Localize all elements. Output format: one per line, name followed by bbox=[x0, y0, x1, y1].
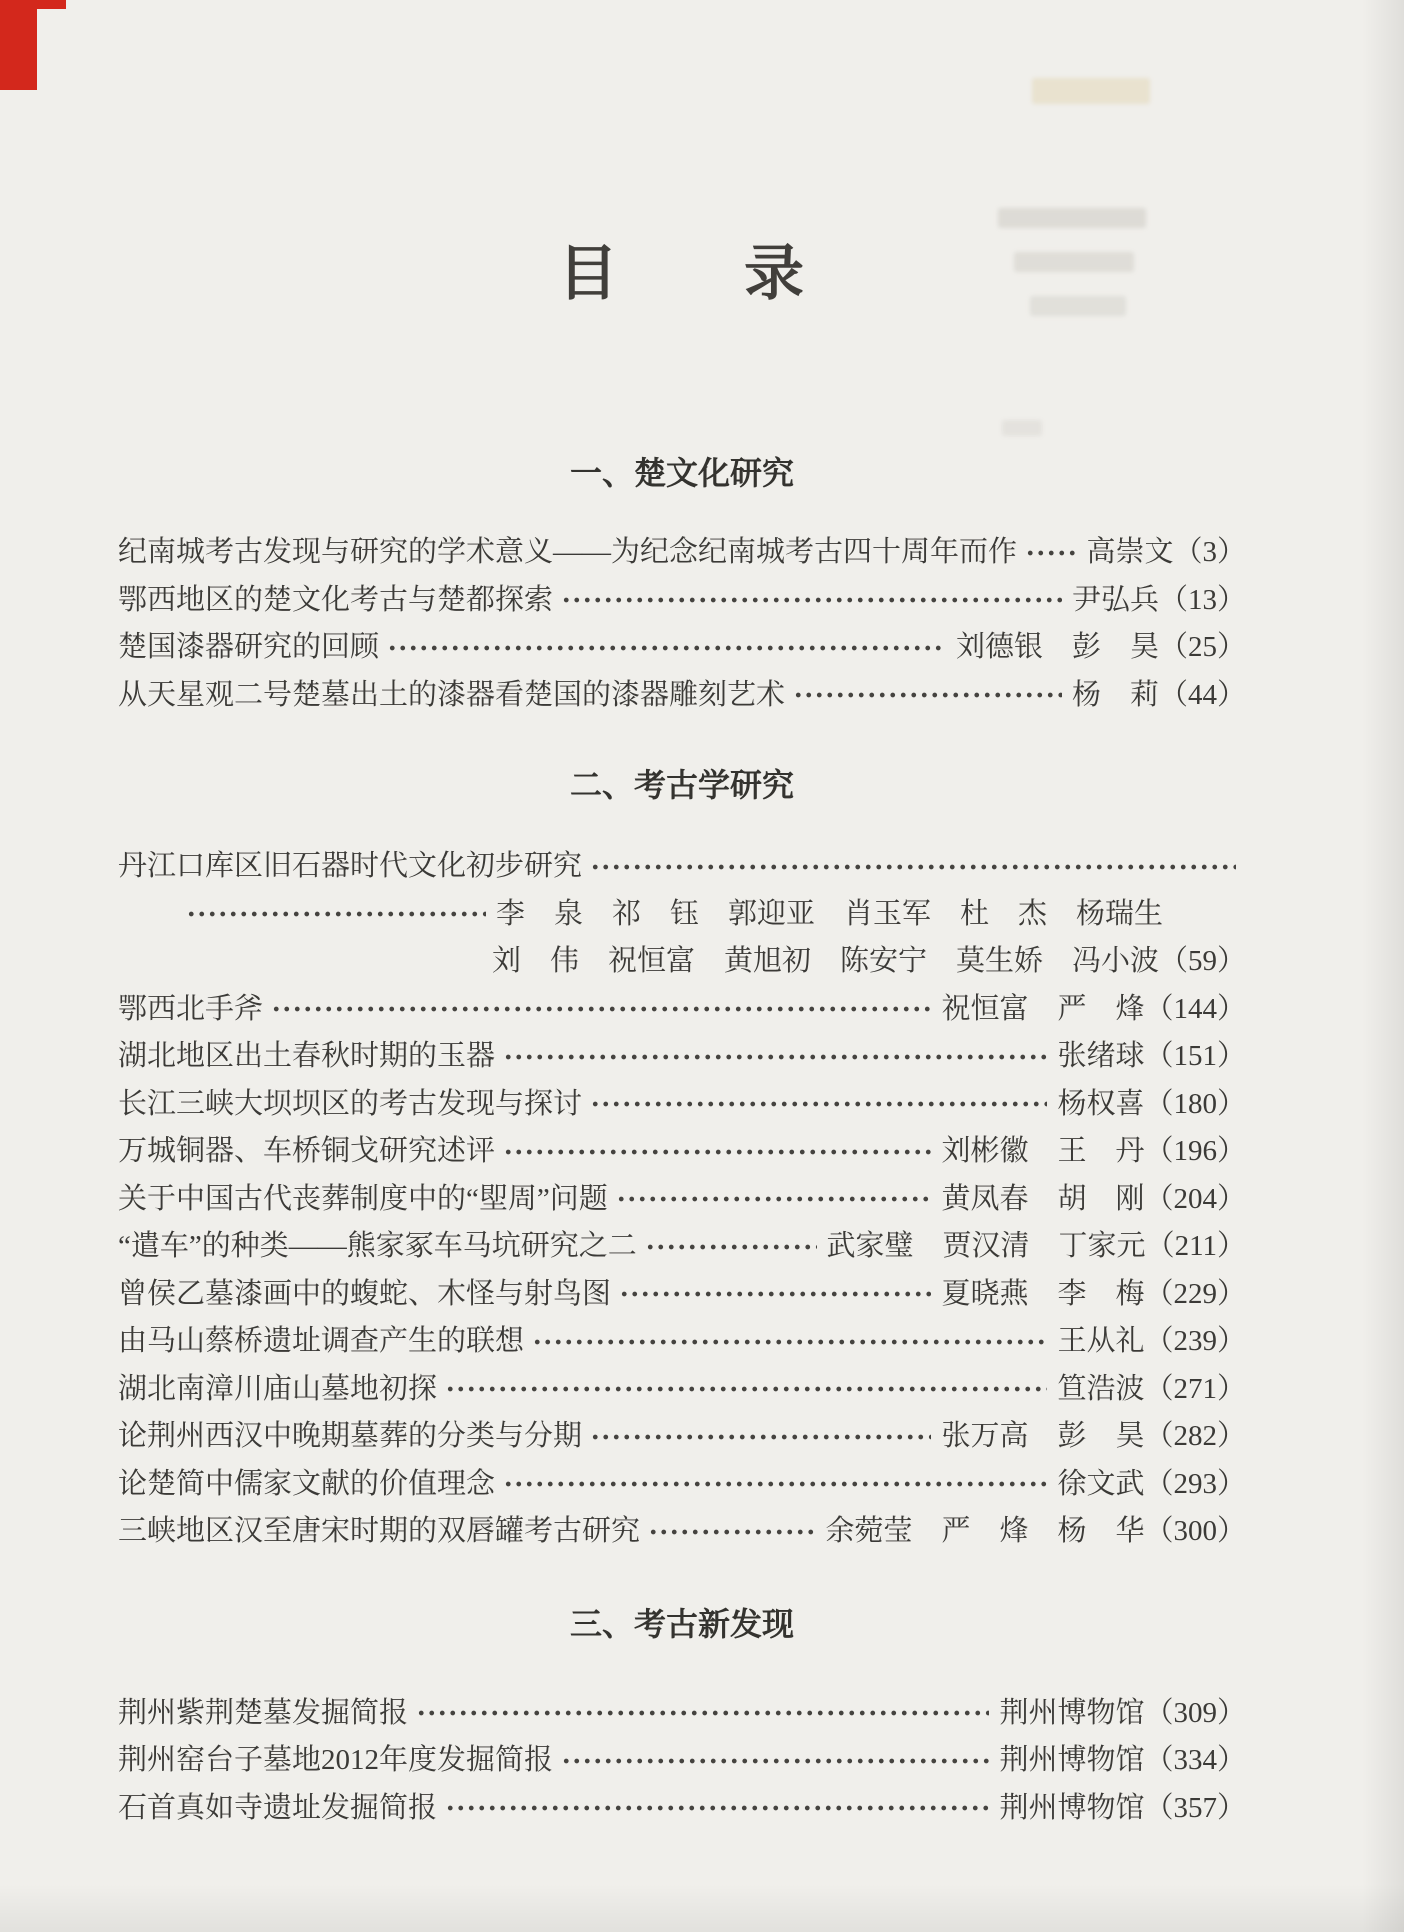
toc-entry bbox=[118, 1173, 1246, 1221]
section-heading-3: 三、考古新发现 bbox=[569, 1605, 794, 1642]
entry-authors: 尹弘兵 bbox=[1071, 583, 1159, 616]
book-cover-edge-top bbox=[0, 0, 66, 9]
toc-entry bbox=[118, 1363, 1246, 1411]
entry-page: （180） bbox=[1144, 1087, 1246, 1120]
dot-leader bbox=[590, 1101, 1047, 1107]
entry-authors: 张万高 彭 昊 bbox=[941, 1420, 1145, 1453]
dot-leader bbox=[416, 1710, 989, 1716]
entry-title: 荆州紫荆楚墓发掘简报 bbox=[118, 1696, 409, 1729]
entry-authors: 杨权喜 bbox=[1057, 1087, 1145, 1120]
dot-leader bbox=[503, 1054, 1047, 1060]
dot-leader bbox=[445, 1386, 1047, 1392]
toc-entry-authors-line bbox=[118, 935, 1246, 983]
entry-authors: 武家璧 贾汉清 丁家元 bbox=[826, 1230, 1146, 1263]
entry-page: （196） bbox=[1144, 1135, 1246, 1168]
entry-title: 纪南城考古发现与研究的学术意义——为纪念纪南城考古四十周年而作 bbox=[118, 536, 1018, 569]
entry-title: 万城铜器、车桥铜戈研究述评 bbox=[118, 1135, 496, 1168]
toc-entry bbox=[118, 1687, 1246, 1735]
toc-entry bbox=[118, 983, 1246, 1031]
toc-entry bbox=[118, 1458, 1246, 1506]
entry-authors: 刘彬徽 王 丹 bbox=[941, 1135, 1145, 1168]
toc-entry bbox=[118, 1782, 1246, 1830]
entry-page: （3） bbox=[1173, 536, 1246, 569]
entry-page: （59） bbox=[1158, 945, 1246, 978]
entry-authors: 余菀莹 严 烽 杨 华 bbox=[825, 1515, 1145, 1548]
dot-leader bbox=[590, 864, 1236, 870]
dot-leader bbox=[532, 1339, 1047, 1345]
entry-page: （357） bbox=[1144, 1791, 1246, 1824]
dot-leader bbox=[561, 597, 1062, 603]
toc-entry bbox=[118, 1125, 1246, 1173]
entry-page: （44） bbox=[1158, 678, 1246, 711]
entry-title: 曾侯乙墓漆画中的蝮蛇、木怪与射鸟图 bbox=[118, 1277, 612, 1310]
entry-title: 鄂西地区的楚文化考古与楚都探索 bbox=[118, 583, 554, 616]
entry-page: （229） bbox=[1144, 1277, 1246, 1310]
toc-entry bbox=[118, 574, 1246, 622]
toc-entry bbox=[118, 1505, 1246, 1553]
entry-authors: 高崇文 bbox=[1086, 536, 1174, 569]
entry-authors: 荆州博物馆 bbox=[999, 1696, 1145, 1729]
toc-entry bbox=[118, 840, 1246, 888]
entry-title: 丹江口库区旧石器时代文化初步研究 bbox=[118, 850, 583, 883]
toc-entry bbox=[118, 1734, 1246, 1782]
entry-page: （144） bbox=[1144, 992, 1246, 1025]
dot-leader bbox=[1025, 550, 1076, 556]
toc-entry bbox=[118, 1268, 1246, 1316]
entry-title: 长江三峡大坝坝区的考古发现与探讨 bbox=[118, 1087, 583, 1120]
entry-title: 关于中国古代丧葬制度中的“堲周”问题 bbox=[118, 1182, 608, 1215]
entry-title: 从天星观二号楚墓出土的漆器看楚国的漆器雕刻艺术 bbox=[118, 678, 786, 711]
section-heading-2: 二、考古学研究 bbox=[569, 767, 794, 803]
dot-leader bbox=[619, 1291, 931, 1297]
dot-leader bbox=[616, 1196, 932, 1202]
entry-page: （309） bbox=[1144, 1696, 1246, 1729]
entry-authors: 李 泉 祁 钰 郭迎亚 肖玉军 杜 杰 杨瑞生 bbox=[496, 897, 1164, 930]
entry-title: 鄂西北手斧 bbox=[118, 992, 264, 1025]
entry-page: （204） bbox=[1144, 1182, 1246, 1215]
dot-leader bbox=[445, 1805, 989, 1811]
entry-authors: 祝恒富 严 烽 bbox=[941, 992, 1145, 1025]
entry-page: （13） bbox=[1158, 583, 1246, 616]
dot-leader bbox=[645, 1244, 817, 1250]
entry-authors: 荆州博物馆 bbox=[999, 1744, 1145, 1777]
toc-entry bbox=[118, 1030, 1246, 1078]
toc-entry-authors-line bbox=[118, 888, 1246, 936]
entry-page: （239） bbox=[1144, 1325, 1246, 1358]
entry-title: 湖北地区出土春秋时期的玉器 bbox=[118, 1040, 496, 1073]
entry-title: 三峡地区汉至唐宋时期的双唇罐考古研究 bbox=[118, 1515, 641, 1548]
entry-title: 论荆州西汉中晚期墓葬的分类与分期 bbox=[118, 1420, 583, 1453]
toc-entry bbox=[118, 1078, 1246, 1126]
toc-entry bbox=[118, 1220, 1246, 1268]
entry-page: （25） bbox=[1158, 631, 1246, 664]
entry-page: （271） bbox=[1144, 1372, 1246, 1405]
entry-authors: 荆州博物馆 bbox=[999, 1791, 1145, 1824]
entry-page: （300） bbox=[1144, 1515, 1246, 1548]
entry-authors: 徐文武 bbox=[1057, 1467, 1145, 1500]
dot-leader bbox=[648, 1529, 815, 1535]
dot-leader bbox=[793, 692, 1062, 698]
entry-authors: 刘德银 彭 昊 bbox=[955, 631, 1159, 664]
section-heading-1: 一、楚文化研究 bbox=[569, 455, 794, 491]
entry-page: （282） bbox=[1144, 1420, 1246, 1453]
dot-leader bbox=[590, 1434, 931, 1440]
dot-leader bbox=[503, 1149, 931, 1155]
entry-authors: 笪浩波 bbox=[1057, 1372, 1145, 1405]
toc-entry bbox=[118, 621, 1246, 669]
dot-leader bbox=[503, 1481, 1047, 1487]
toc-entry bbox=[118, 669, 1246, 717]
entry-title: 楚国漆器研究的回顾 bbox=[118, 631, 380, 664]
entry-authors: 夏晓燕 李 梅 bbox=[941, 1277, 1145, 1310]
toc-entry bbox=[118, 526, 1246, 574]
entry-title: “遣车”的种类——熊家冢车马坑研究之二 bbox=[118, 1230, 637, 1263]
dot-leader bbox=[561, 1758, 989, 1764]
entry-authors: 杨 莉 bbox=[1071, 678, 1159, 711]
dot-leader bbox=[186, 911, 486, 917]
entry-title: 荆州窑台子墓地2012年度发掘简报 bbox=[118, 1744, 554, 1777]
entry-page: （293） bbox=[1144, 1467, 1246, 1500]
entry-authors: 张绪球 bbox=[1057, 1040, 1145, 1073]
toc-content bbox=[118, 0, 1246, 1829]
book-cover-edge bbox=[0, 0, 37, 90]
dot-leader bbox=[387, 645, 946, 651]
entry-page: （211） bbox=[1145, 1230, 1246, 1263]
entry-page: （151） bbox=[1144, 1040, 1246, 1073]
toc-entry bbox=[118, 1410, 1246, 1458]
entry-authors: 黄凤春 胡 刚 bbox=[941, 1182, 1145, 1215]
entry-title: 论楚简中儒家文献的价值理念 bbox=[118, 1467, 496, 1500]
entry-page: （334） bbox=[1144, 1744, 1246, 1777]
entry-title: 湖北南漳川庙山墓地初探 bbox=[118, 1372, 438, 1405]
dot-leader bbox=[271, 1006, 931, 1012]
entry-authors: 刘 伟 祝恒富 黄旭初 陈安宁 莫生娇 冯小波 bbox=[491, 945, 1159, 978]
page-title: 目 录 bbox=[558, 241, 806, 307]
entry-authors: 王从礼 bbox=[1057, 1325, 1145, 1358]
toc-entry bbox=[118, 1315, 1246, 1363]
entry-title: 石首真如寺遗址发掘简报 bbox=[118, 1791, 438, 1824]
entry-title: 由马山蔡桥遗址调查产生的联想 bbox=[118, 1325, 525, 1358]
